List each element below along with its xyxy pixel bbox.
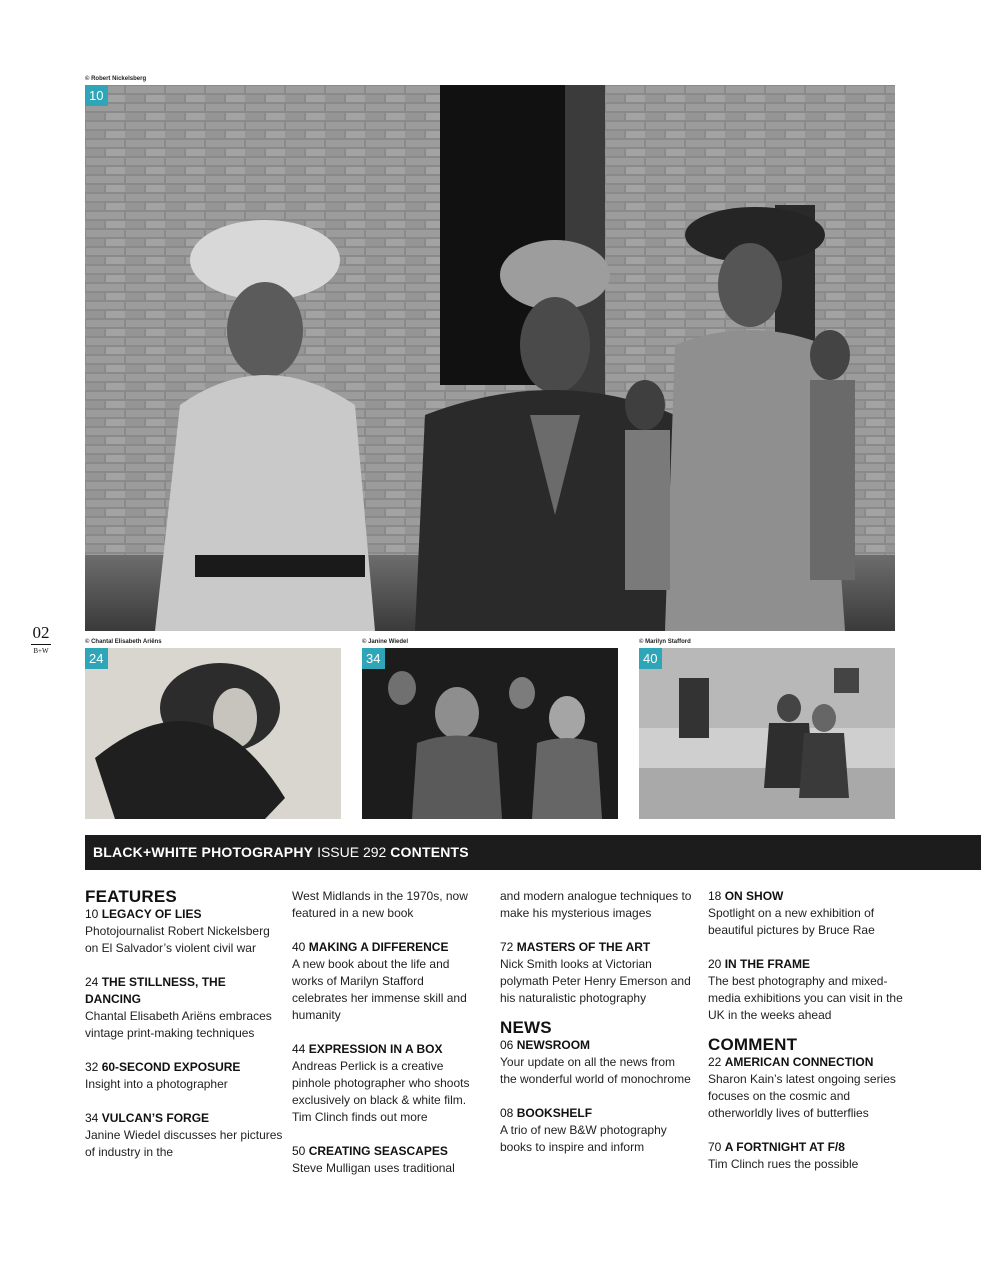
entry-page: 32 [85,1060,99,1074]
contents-entry-continued [500,888,695,922]
contents-entry-continued [292,888,477,922]
entry-page: 18 [708,889,722,903]
contents-entry[interactable] [500,1037,695,1088]
contents-entry[interactable] [708,956,903,1024]
entry-description: Your update on all the news from the wonderful world of monochrome [500,1055,691,1086]
photo-24-image [85,648,341,819]
contents-column-3 [500,888,695,1173]
entry-title: EXPRESSION IN A BOX [308,1042,443,1056]
folio-divider [31,644,51,645]
contents-column-4 [708,888,903,1190]
entry-title: A FORTNIGHT AT F/8 [724,1140,845,1154]
entry-title: CREATING SEASCAPES [308,1144,448,1158]
entry-page: 72 [500,940,514,954]
entry-page: 34 [85,1111,99,1125]
contents-entry[interactable] [708,1139,903,1173]
entry-description: Chantal Elisabeth Ariëns embraces vintage print-making techniques [85,1009,272,1040]
section-heading-news: NEWS [500,1018,552,1037]
main-photo-page-badge: 10 [85,85,108,106]
page-number: 02 [32,623,50,642]
entry-description: Spotlight on a new exhibition of beautiful pictures by Bruce Rae [708,906,875,937]
contents-entry[interactable] [85,974,285,1042]
entry-description: Janine Wiedel discusses her pictures of industry in the [85,1128,283,1159]
photo-24-page-badge: 24 [85,648,108,669]
section-heading-features: FEATURES [85,887,177,906]
photo-24-credit: © Chantal Elisabeth Ariëns [85,639,162,645]
contents-entry[interactable] [292,1041,477,1126]
entry-description: and modern analogue techniques to make his mysterious images [500,889,692,920]
entry-title: MASTERS OF THE ART [516,940,651,954]
contents-entry[interactable] [708,888,903,939]
entry-page: 10 [85,907,99,921]
contents-entry[interactable] [500,939,695,1007]
photo-34[interactable] [362,648,618,819]
contents-column-2 [292,888,477,1194]
entry-title: LEGACY OF LIES [101,907,202,921]
main-photo-credit: © Robert Nickelsberg [85,76,147,82]
main-photo-image [85,85,895,631]
entry-title: VULCAN’S FORGE [101,1111,210,1125]
entry-description: West Midlands in the 1970s, now featured in a new book [292,889,468,920]
entry-title: BOOKSHELF [516,1106,593,1120]
entry-description: Insight into a photographer [85,1077,228,1091]
photo-34-credit: © Janine Wiedel [362,639,409,645]
photo-24[interactable] [85,648,341,819]
entry-description: Steve Mulligan uses traditional [292,1161,455,1175]
entry-page: 08 [500,1106,514,1120]
entry-page: 20 [708,957,722,971]
entry-page: 40 [292,940,306,954]
contents-entry[interactable] [85,906,285,957]
entry-page: 50 [292,1144,306,1158]
photo-34-image [362,648,618,819]
contents-entry[interactable] [292,939,477,1024]
entry-description: The best photography and mixed-media exhibitions you can visit in the UK in the weeks ahead [708,974,903,1022]
issue-number: ISSUE 292 [317,844,387,860]
entry-title: 60-SECOND EXPOSURE [101,1060,241,1074]
contents-entry[interactable] [292,1143,477,1177]
photo-40-image [639,648,895,819]
contents-entry[interactable] [500,1105,695,1156]
photo-40[interactable] [639,648,895,819]
contents-entry[interactable] [85,1059,285,1093]
contents-column-1 [85,888,285,1178]
entry-description: A trio of new B&W photography books to inspire and inform [500,1123,667,1154]
main-photo[interactable] [85,85,895,631]
entry-page: 24 [85,975,99,989]
entry-page: 22 [708,1055,722,1069]
entry-title: NEWSROOM [516,1038,591,1052]
magazine-brand: BLACK+WHITE PHOTOGRAPHY [93,844,314,860]
photo-40-page-badge: 40 [639,648,662,669]
photo-34-page-badge: 34 [362,648,385,669]
section-heading-comment: COMMENT [708,1035,798,1054]
entry-page: 70 [708,1140,722,1154]
entry-description: Photojournalist Robert Nickelsberg on El Salvador’s violent civil war [85,924,270,955]
contents-entry[interactable] [85,1110,285,1161]
photo-40-credit: © Marilyn Stafford [639,639,691,645]
entry-description: Sharon Kain’s latest ongoing series focuses on the cosmic and otherworldly lives of butterflies [708,1072,896,1120]
entry-title: THE STILLNESS, THE DANCING [85,975,226,1006]
entry-description: Tim Clinch rues the possible [708,1157,859,1171]
contents-entry[interactable] [708,1054,903,1122]
contents-header-bar [85,835,981,870]
entry-title: ON SHOW [724,889,784,903]
entry-page: 06 [500,1038,514,1052]
entry-description: A new book about the life and works of Marilyn Stafford celebrates her immense skill and humanity [292,957,467,1022]
contents-label: CONTENTS [390,844,469,860]
magazine-mark: B+W [33,647,49,655]
entry-title: AMERICAN CONNECTION [724,1055,874,1069]
page-folio [28,624,54,655]
entry-title: MAKING A DIFFERENCE [308,940,449,954]
entry-description: Nick Smith looks at Victorian polymath Peter Henry Emerson and his naturalistic photography [500,957,691,1005]
entry-title: IN THE FRAME [724,957,811,971]
entry-page: 44 [292,1042,306,1056]
entry-description: Andreas Perlick is a creative pinhole photographer who shoots exclusively on black & white film. Tim Clinch finds out more [292,1059,470,1124]
